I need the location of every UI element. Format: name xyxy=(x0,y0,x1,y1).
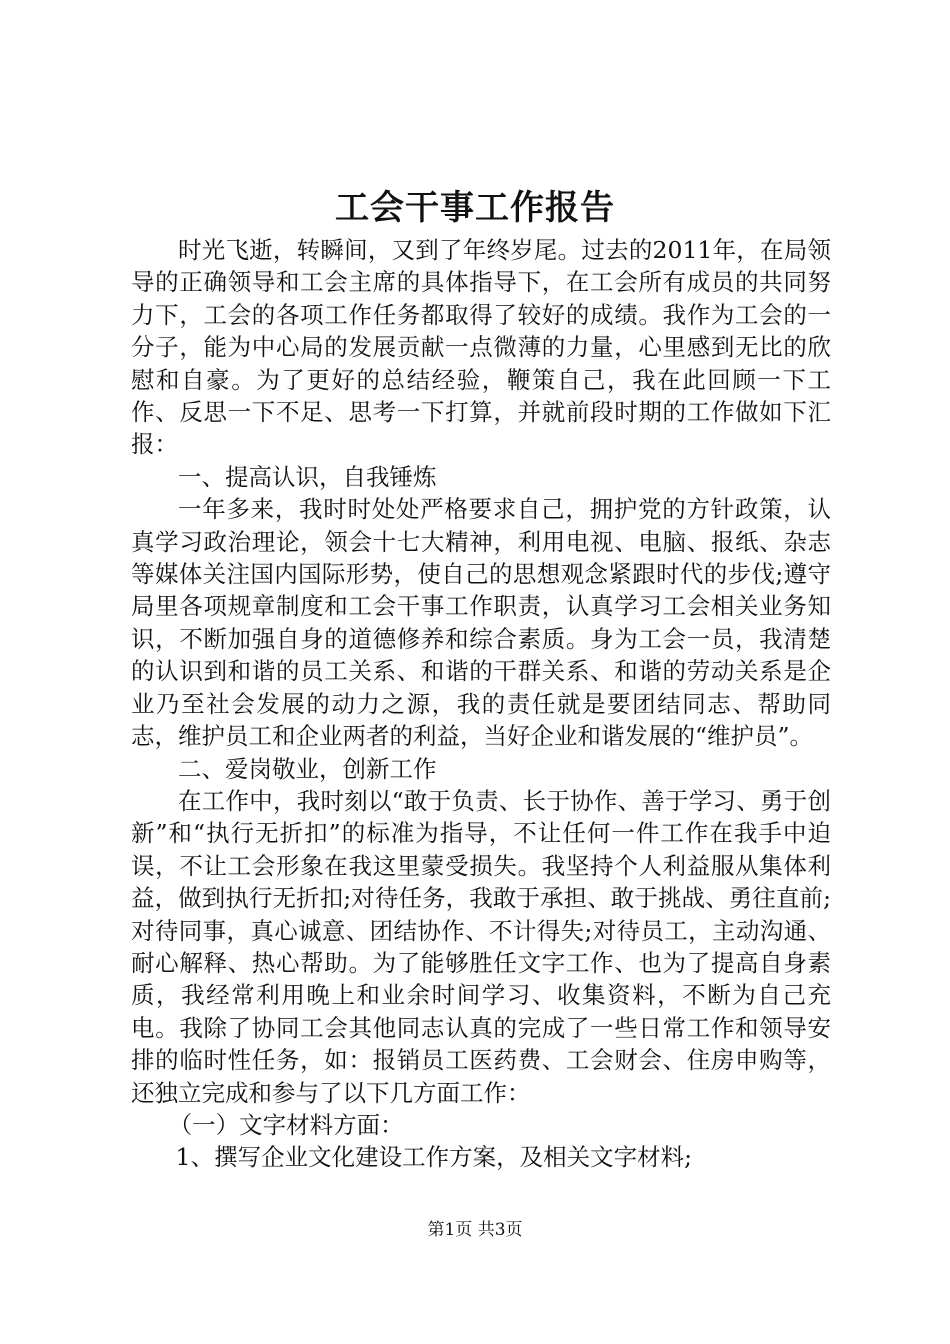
list-item: 1、撰写企业文化建设工作方案，及相关文字材料; xyxy=(175,1143,693,1172)
section-heading-2: 二、爱岗敬业，创新工作 xyxy=(178,754,437,783)
document-title: 工会干事工作报告 xyxy=(335,188,615,228)
section-1-paragraph: 一年多来，我时时处处严格要求自己，拥护党的方针政策，认真学习政治理论，领会十七大精神，利用电视、电脑、报纸、杂志等媒体关注国内国际形势，使自己的思想观念紧跟时代的步伐;遵守局里各项规章制度和工会干事工作职责，认真学习工会相关业务知识，不断加强自身的道德修养和综合素质。身为工会一员，我清楚的认识到和谐的员工关系、和谐的干群关系、和谐的劳动关系是企业乃至社会发展的动力之源，我的责任就是要团结同志、帮助同志，维护员工和企业两者的利益，当好企业和谐发展的“维护员”。 xyxy=(131,495,831,751)
page-footer: 第1页 共3页 xyxy=(427,1220,523,1240)
section-2-paragraph: 在工作中，我时刻以“敢于负责、长于协作、善于学习、勇于创新”和“执行无折扣”的标准为指导，不让任何一件工作在我手中迫误，不让工会形象在我这里蒙受损失。我坚持个人利益服从集体利益，做到执行无折扣;对待任务，我敢于承担、敢于挑战、勇往直前;对待同事，真心诚意、团结协作、不计得失;对待员工，主动沟通、耐心解释、热心帮助。为了能够胜任文字工作、也为了提高自身素质，我经常利用晚上和业余时间学习、收集资料，不断为自己充电。我除了协同工会其他同志认真的完成了一些日常工作和领导安排的临时性任务，如：报销员工医药费、工会财会、住房申购等，还独立完成和参与了以下几方面工作： xyxy=(131,786,831,1107)
intro-paragraph: 时光飞逝，转瞬间，又到了年终岁尾。过去的2011年，在局领导的正确领导和工会主席的具体指导下，在工会所有成员的共同努力下，工会的各项工作任务都取得了较好的成绩。我作为工会的一分子，能为中心局的发展贡献一点微薄的力量，心里感到无比的欣慰和自豪。为了更好的总结经验，鞭策自己，我在此回顾一下工作、反思一下不足、思考一下打算，并就前段时期的工作做如下汇报： xyxy=(131,236,831,459)
section-heading-1: 一、提高认识，自我锤炼 xyxy=(178,462,437,491)
document-body xyxy=(131,234,831,1174)
subsection-heading-1: （一）文字材料方面： xyxy=(168,1110,404,1139)
